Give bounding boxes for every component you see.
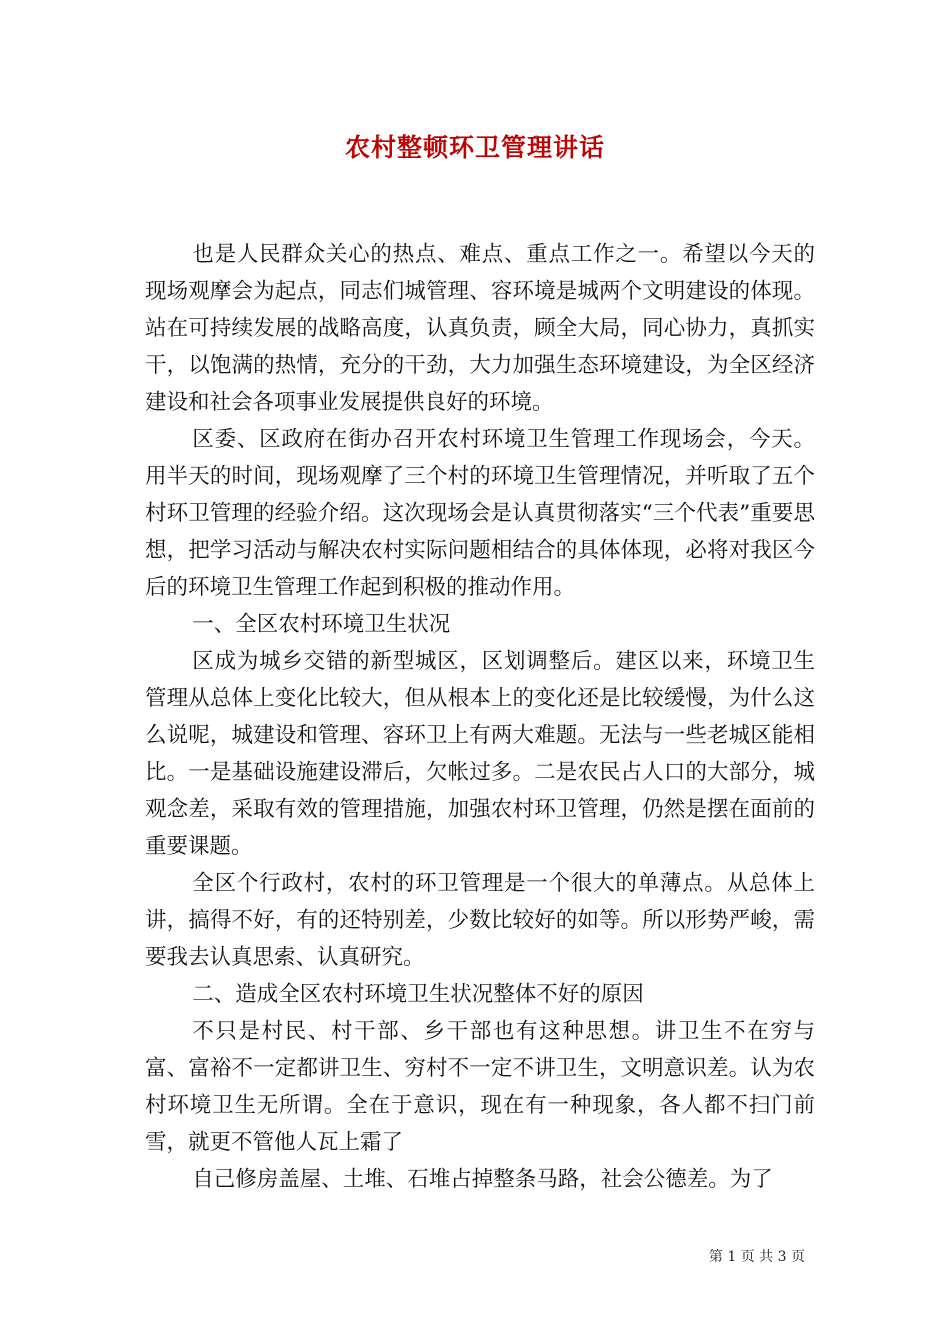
paragraph: 不只是村民、村干部、乡干部也有这种思想。讲卫生不在穷与富、富裕不一定都讲卫生、穷村不一定不讲卫生，文明意识差。认为农村环境卫生无所谓。全在于意识，现在有一种现象，各人都不扫门前雪，就更不管他人瓦上霜了 (145, 1019, 815, 1155)
section-heading: 二、造成全区农村环境卫生状况整体不好的原因 (192, 982, 644, 1007)
paragraph: 自己修房盖屋、土堆、石堆占掉整条马路，社会公德差。为了 (192, 1167, 773, 1192)
paragraph: 也是人民群众关心的热点、难点、重点工作之一。希望以今天的现场观摩会为起点，同志们城管理、容环境是城两个文明建设的体现。站在可持续发展的战略高度，认真负责，顾全大局，同心协力，真抓实干，以饱满的热情，充分的干劲，大力加强生态环境建设，为全区经济建设和社会各项事业发展提供良好的环境。 (145, 242, 815, 415)
page-number-footer: 第 1 页 共 3 页 (708, 1249, 805, 1265)
paragraph: 全区个行政村，农村的环卫管理是一个很大的单薄点。从总体上讲，搞得不好，有的还特别差，少数比较好的如等。所以形势严峻，需要我去认真思索、认真研究。 (145, 871, 815, 970)
paragraph: 区委、区政府在街办召开农村环境卫生管理工作现场会，今天。用半天的时间，现场观摩了三个村的环境卫生管理情况，并听取了五个村环卫管理的经验介绍。这次现场会是认真贯彻落实“三个代表”重要思想，把学习活动与解决农村实际问题相结合的具体体现，必将对我区今后的环境卫生管理工作起到积极的推动作用。 (145, 427, 815, 600)
paragraph: 区成为城乡交错的新型城区，区划调整后。建区以来，环境卫生管理从总体上变化比较大，但从根本上的变化还是比较缓慢，为什么这么说呢，城建设和管理、容环卫上有两大难题。无法与一些老城区能相比。一是基础设施建设滞后，欠帐过多。二是农民占人口的大部分，城观念差，采取有效的管理措施，加强农村环卫管理，仍然是摆在面前的重要课题。 (145, 649, 815, 859)
section-heading: 一、全区农村环境卫生状况 (192, 612, 451, 637)
document-body (145, 236, 815, 1198)
document-title: 农村整顿环卫管理讲话 (344, 133, 605, 162)
